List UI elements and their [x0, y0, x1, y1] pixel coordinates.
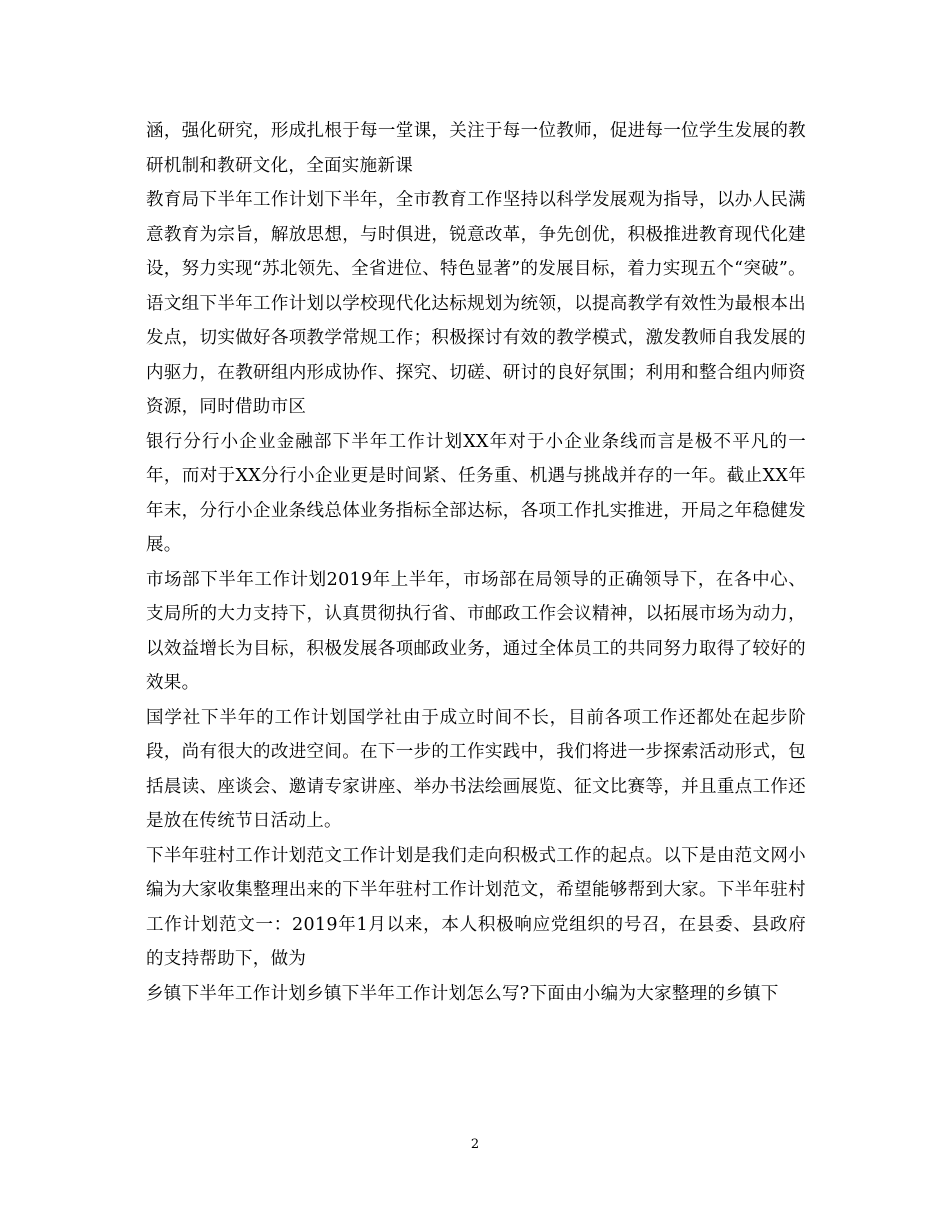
paragraph-guoxue-society-plan: 国学社下半年的工作计划国学社由于成立时间不长，目前各项工作还都处在起步阶段，尚有很大的改进空间。在下一步的工作实践中，我们将进一步探索活动形式，包括晨读、座谈会、邀请专家讲座、举办书法绘画展览、征文比赛等，并且重点工作还是放在传统节日活动上。 — [146, 707, 806, 831]
paragraph-township-plan: 乡镇下半年工作计划乡镇下半年工作计划怎么写?下面由小编为大家整理的乡镇下 — [146, 983, 779, 1004]
paragraph-marketing-plan: 市场部下半年工作计划2019年上半年，市场部在局领导的正确领导下，在各中心、支局所的大力支持下，认真贯彻执行省、市邮政工作会议精神，以拓展市场为动力，以效益增长为目标，积极发展各项邮政业务，通过全体员工的共同努力取得了较好的效果。 — [146, 569, 806, 693]
paragraph-continuation: 涵，强化研究，形成扎根于每一堂课，关注于每一位教师，促进每一位学生发展的教研机制和教研文化，全面实施新课 — [146, 121, 806, 176]
body-text — [146, 114, 806, 1011]
paragraph-chinese-group-plan: 语文组下半年工作计划以学校现代化达标规划为统领，以提高教学有效性为最根本出发点，切实做好各项教学常规工作；积极探讨有效的教学模式，激发教师自我发展的内驱力，在教研组内形成协作、探究、切磋、研讨的良好氛围；利用和整合组内师资资源，同时借助市区 — [146, 293, 806, 417]
page-number: 2 — [470, 1137, 480, 1152]
paragraph-education-bureau-plan: 教育局下半年工作计划下半年，全市教育工作坚持以科学发展观为指导，以办人民满意教育为宗旨，解放思想，与时俱进，锐意改革，争先创优，积极推进教育现代化建设，努力实现“苏北领先、全省进位、特色显著”的发展目标，着力实现五个“突破”。 — [146, 190, 806, 279]
paragraph-village-work-plan: 下半年驻村工作计划范文工作计划是我们走向积极式工作的起点。以下是由范文网小编为大家收集整理出来的下半年驻村工作计划范文，希望能够帮到大家。下半年驻村工作计划范文一：2019年1月以来，本人积极响应党组织的号召，在县委、县政府的支持帮助下，做为 — [146, 845, 806, 969]
paragraph-bank-branch-plan: 银行分行小企业金融部下半年工作计划XX年对于小企业条线而言是极不平凡的一年，而对于XX分行小企业更是时间紧、任务重、机遇与挑战并存的一年。截止XX年年末，分行小企业条线总体业务指标全部达标，各项工作扎实推进，开局之年稳健发展。 — [146, 431, 806, 555]
